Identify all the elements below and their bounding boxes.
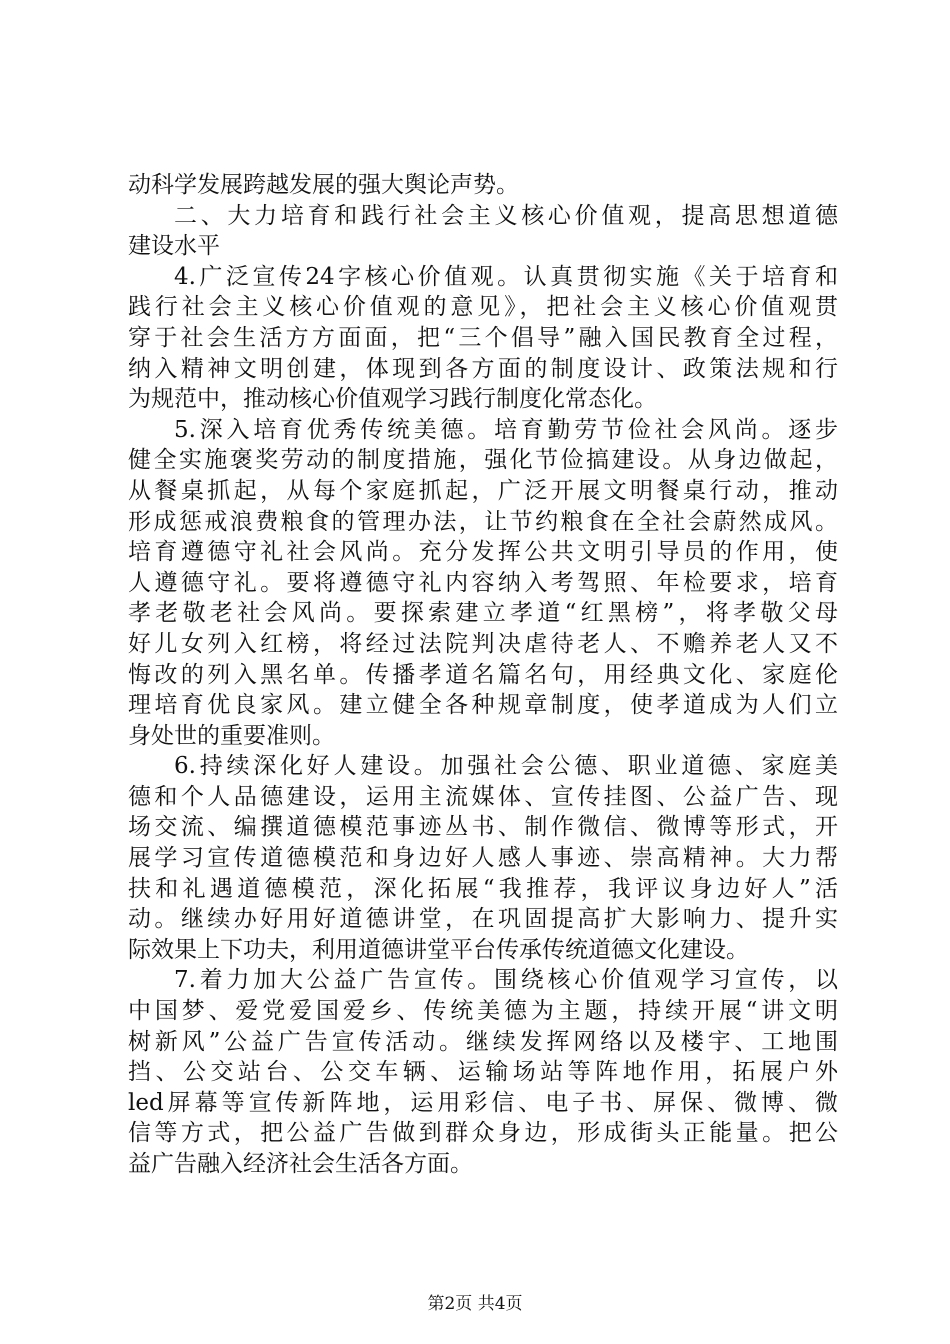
text-line: 理培育优良家风。建立健全各种规章制度，使孝道成为人们立 [128, 692, 838, 719]
text-line: 扶和礼遇道德模范，深化拓展“我推荐，我评议身边好人”活 [128, 875, 838, 902]
page-number-footer: 第2页 共4页 [427, 1294, 523, 1314]
text-line: 德和个人品德建设，运用主流媒体、宣传挂图、公益广告、现 [128, 783, 838, 810]
text-line: 身处世的重要准则。 [128, 722, 335, 749]
text-line: 挡、公交站台、公交车辆、运输场站等阵地作用，拓展户外 [128, 1059, 838, 1086]
text-line: 好儿女列入红榜，将经过法院判决虐待老人、不赡养老人又不 [128, 630, 838, 657]
document-body [128, 170, 838, 1180]
section-heading-line: 建设水平 [128, 233, 220, 260]
text-line: 健全实施褒奖劳动的制度措施，强化节俭搞建设。从身边做起， [128, 447, 838, 474]
text-line: 悔改的列入黑名单。传播孝道名篇名句，用经典文化、家庭伦 [128, 661, 838, 688]
text-line: 从餐桌抓起，从每个家庭抓起，广泛开展文明餐桌行动，推动 [128, 477, 838, 504]
text-line: 培育遵德守礼社会风尚。充分发挥公共文明引导员的作用，使 [128, 539, 838, 566]
section-heading-line: 二、大力培育和践行社会主义核心价值观，提高思想道德 [174, 202, 838, 229]
text-line: 动。继续办好用好道德讲堂，在巩固提高扩大影响力、提升实 [128, 906, 838, 933]
text-line: led屏幕等宣传新阵地，运用彩信、电子书、屏保、微博、微 [128, 1089, 838, 1116]
text-line: 形成惩戒浪费粮食的管理办法，让节约粮食在全社会蔚然成风。 [128, 508, 838, 535]
text-line: 中国梦、爱党爱国爱乡、传统美德为主题，持续开展“讲文明 [128, 998, 838, 1025]
text-line: 人遵德守礼。要将遵德守礼内容纳入考驾照、年检要求，培育 [128, 569, 838, 596]
paragraph-start-line: 6.持续深化好人建设。加强社会公德、职业道德、家庭美 [174, 753, 838, 780]
text-line: 纳入精神文明创建，体现到各方面的制度设计、政策法规和行 [128, 355, 838, 382]
text-line: 树新风”公益广告宣传活动。继续发挥网络以及楼宇、工地围 [128, 1028, 838, 1055]
text-line: 际效果上下功夫，利用道德讲堂平台传承传统道德文化建设。 [128, 936, 749, 963]
paragraph-start-line: 7.着力加大公益广告宣传。围绕核心价值观学习宣传，以 [174, 967, 838, 994]
text-line: 孝老敬老社会风尚。要探索建立孝道“红黑榜”，将孝敬父母 [128, 600, 838, 627]
paragraph-start-line: 4.广泛宣传24字核心价值观。认真贯彻实施《关于培育和 [174, 263, 838, 290]
text-line: 践行社会主义核心价值观的意见》，把社会主义核心价值观贯 [128, 294, 838, 321]
text-line: 益广告融入经济社会生活各方面。 [128, 1151, 473, 1177]
text-line: 展学习宣传道德模范和身边好人感人事迹、崇高精神。大力帮 [128, 845, 838, 872]
text-line: 穿于社会生活方方面面，把“三个倡导”融入国民教育全过程， [128, 324, 838, 351]
paragraph-start-line: 5.深入培育优秀传统美德。培育勤劳节俭社会风尚。逐步 [174, 416, 838, 443]
text-line: 场交流、编撰道德模范事迹丛书、制作微信、微博等形式，开 [128, 814, 838, 841]
text-line: 为规范中，推动核心价值观学习践行制度化常态化。 [128, 386, 657, 413]
text-line: 动科学发展跨越发展的强大舆论声势。 [128, 172, 519, 198]
text-line: 信等方式，把公益广告做到群众身边，形成街头正能量。把公 [128, 1120, 838, 1147]
